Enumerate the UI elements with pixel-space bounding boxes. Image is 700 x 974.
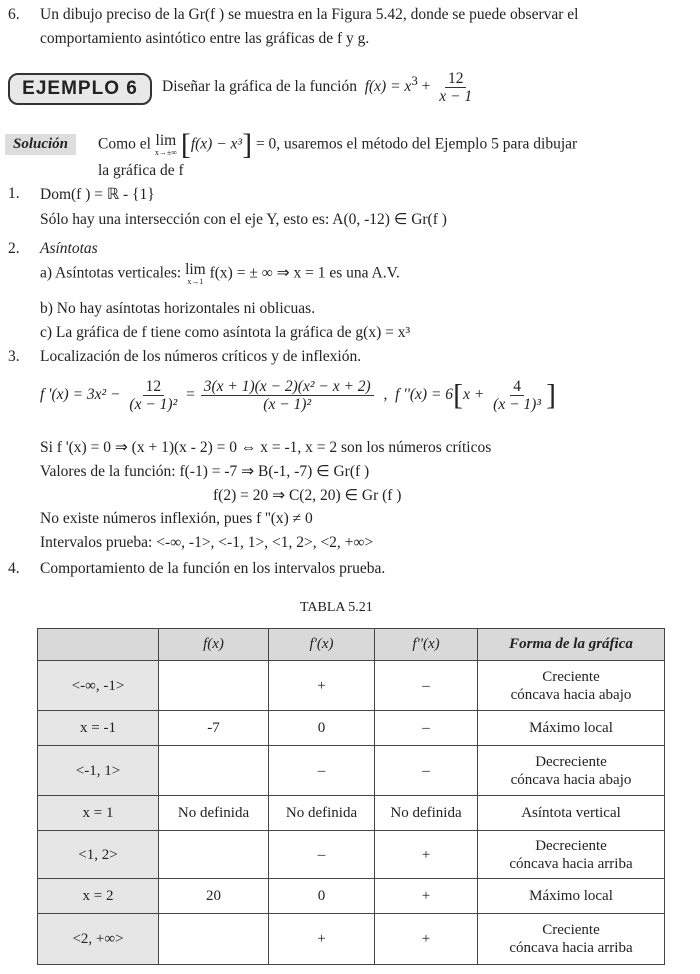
table-row [38,914,665,965]
solution-line: la gráfica de f [98,162,184,179]
table-row [38,661,665,711]
table-cell: <-1, 1> [38,746,159,796]
solution-label: Solución [5,134,76,155]
table-cell: x = 2 [38,879,159,914]
table-cell [478,661,665,711]
table-cell: + [375,879,478,914]
step-line: f(2) = 20 ⇒ C(2, 20) ∈ Gr (f ) [213,487,402,504]
header-text: f(x) [203,636,224,652]
step-number: 1. [8,185,20,202]
header-cell [375,629,478,661]
step-title: Localización de los números críticos y de inflexión. [40,348,362,365]
paragraph-line: Un dibujo preciso de la Gr(f ) se muestra en la Figura 5.42, donde se puede observar el [40,6,579,23]
fraction [126,378,180,413]
table-cell: x = -1 [38,711,159,746]
table-header-row [38,629,665,661]
shape-line: Asíntota vertical [521,805,621,821]
table-cell: – [269,831,375,879]
table-cell [478,711,665,746]
numerator: 12 [143,378,165,396]
lim-sub: x→±∞ [154,147,177,157]
fraction [490,378,544,413]
shape-line: cóncava hacia arriba [509,855,633,872]
table-row [38,831,665,879]
header-cell [159,629,269,661]
step-line: Si f '(x) = 0 ⇒ (x + 1)(x - 2) = 0 ⇔ x = -1, x = 2 son los números críticos [40,439,492,456]
step-line: No existe números inflexión, pues f ''(x) ≠ 0 [40,510,313,527]
table-row [38,796,665,831]
step-line: b) No hay asíntotas horizontales ni oblicuas. [40,300,316,317]
limit [155,133,177,157]
table-row [38,746,665,796]
table-cell: <1, 2> [38,831,159,879]
shape-line: Creciente [542,668,600,685]
exponent: 3 [411,72,418,88]
expression: f(x) − x³ [190,135,243,153]
denominator: (x − 1)³ [493,396,541,414]
text: = 0, usaremos el método del Ejemplo 5 para dibujar [255,135,578,153]
text: x + [463,386,485,404]
shape-line: Creciente [542,922,600,938]
table-cell: <2, +∞> [38,914,159,965]
numerator: 12 [445,70,467,88]
shape-line: cóncava hacia abajo [510,771,632,788]
lim-sub: x→1 [187,276,204,286]
table-cell: – [269,746,375,796]
header-cell [38,629,159,661]
text: a) Asíntotas verticales: [40,264,182,282]
table-cell [478,831,665,879]
table-cell: + [269,914,375,965]
table-cell: No definida [375,796,478,831]
table-cell [159,831,269,879]
table-cell: – [375,746,478,796]
denominator: x − 1 [439,88,473,106]
shape-line: Máximo local [529,720,613,736]
table-cell: -7 [159,711,269,746]
item-number: 6. [8,6,20,23]
example-text: Diseñar la gráfica de la función [162,78,357,96]
shape-line: Máximo local [529,888,613,904]
fraction [201,378,374,413]
text: Como el [98,135,151,153]
table-cell: <-∞, -1> [38,661,159,711]
table-cell [478,796,665,831]
shape-line: Decreciente [535,753,607,770]
table-cell: x = 1 [38,796,159,831]
step-line: Intervalos prueba: <-∞, -1>, <-1, 1>, <1, 2>, <2, +∞> [40,534,374,551]
lim: lim [185,261,206,278]
step-line: Sólo hay una intersección con el eje Y, esto es: A(0, -12) ∈ Gr(f ) [40,211,447,228]
table-row [38,879,665,914]
step-number: 2. [8,240,20,257]
header-text: f''(x) [412,636,440,652]
fraction [436,70,475,105]
step-number: 3. [8,348,20,365]
limit [185,262,206,286]
text: f '(x) = 3x² − [40,386,121,404]
table-cell [159,746,269,796]
denominator: (x − 1)² [263,396,312,414]
table-cell [159,914,269,965]
example-badge: EJEMPLO 6 [8,73,152,105]
numerator: 3(x + 1)(x − 2)(x² − x + 2) [201,378,374,396]
numerator: 4 [510,378,524,396]
step-line [40,262,400,286]
table-cell: No definida [159,796,269,831]
step-title: Asíntotas [40,240,98,257]
table-caption: TABLA 5.21 [300,600,373,615]
denominator: (x − 1)² [129,396,178,414]
header-cell: Forma de la gráfica [478,629,665,661]
table-cell [159,661,269,711]
text: f ''(x) = 6 [395,386,454,404]
lim: lim [155,132,177,150]
solution-line: Como el lim x→±∞ [f(x) − x³] = 0, usaremos el método del Ejemplo 5 para dibujar [98,128,578,161]
table-cell [478,879,665,914]
table-cell: + [375,831,478,879]
step-title: Comportamiento de la función en los intervalos prueba. [40,560,386,577]
shape-line: Decreciente [535,837,607,854]
table-cell: + [375,914,478,965]
step-line: c) La gráfica de f tiene como asíntota la gráfica de g(x) = x³ [40,324,411,341]
table-row [38,711,665,746]
example-statement: Diseñar la gráfica de la función $f(x) = x^3$ + $\frac{12}{x - 1}$ [162,70,477,105]
shape-line: cóncava hacia abajo [510,686,632,703]
step-line: Valores de la función: f(-1) = -7 ⇒ B(-1, -7) ∈ Gr(f ) [40,463,370,480]
table-cell [478,746,665,796]
header-text: f'(x) [309,636,334,652]
paragraph-line: comportamiento asintótico entre las gráficas de f y g. [40,30,370,47]
table-cell: – [375,661,478,711]
text: f(x) = ± ∞ ⇒ x = 1 es una A.V. [209,264,400,282]
step-number: 4. [8,560,20,577]
step-line: Dom(f ) = ℝ - {1} [40,186,155,203]
table-cell: + [269,661,375,711]
table-cell: No definida [269,796,375,831]
formula: f(x) = x [364,78,412,96]
shape-line: cóncava hacia arriba [509,940,633,956]
table-cell: 20 [159,879,269,914]
table-cell [478,914,665,965]
derivatives: f '(x) = 3x² − $\frac{12}{\text{(x − 1)²}}$ = $\frac{\text{3(x + 1)(x − 2)(x² − x + 2)}}{\text{(x − 1)²}}$ , f ''(x) = 6[x + $\frac{4}{\text{(x − 1)³}}$ ] [40,378,556,414]
table-cell: 0 [269,879,375,914]
header-cell [269,629,375,661]
table-cell: – [375,711,478,746]
behavior-table [37,628,665,965]
table-cell: 0 [269,711,375,746]
